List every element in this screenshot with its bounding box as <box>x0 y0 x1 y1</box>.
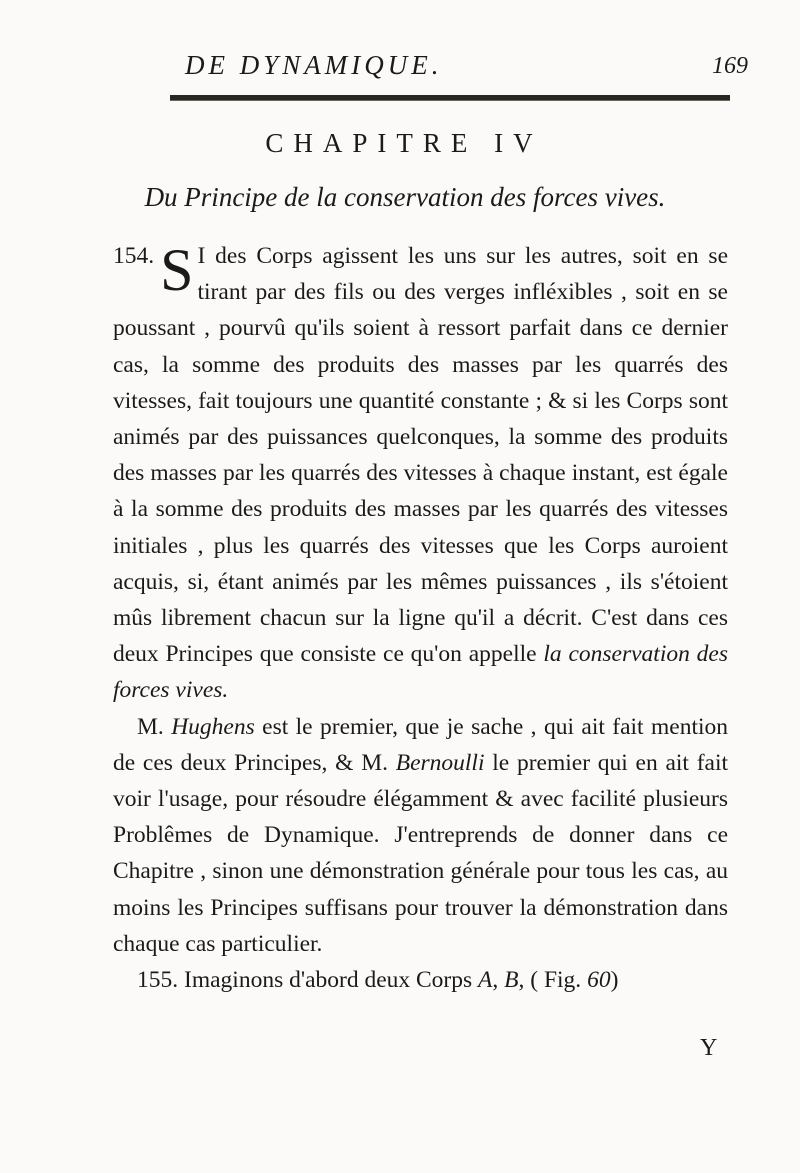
paragraph-155 <box>113 962 728 998</box>
header-rule <box>170 95 730 101</box>
separator: , <box>492 967 499 994</box>
figure-number: 60 <box>587 967 611 994</box>
running-title: DE DYNAMIQUE. <box>185 50 443 80</box>
italic-term: la conservation des forces vives. <box>113 641 728 704</box>
variable: A <box>478 967 493 994</box>
paragraph-text: ) <box>610 967 619 994</box>
running-head <box>0 50 800 90</box>
page-number: 169 <box>712 53 748 79</box>
paragraph-text: est le premier, que je sache , qui ait fait mention de ces deux Principes, & M. <box>113 713 729 776</box>
paragraph-text: Imaginons d'abord deux Corps <box>184 967 473 994</box>
chapter-subtitle: Du Principe de la conservation des forces vives. <box>144 182 666 212</box>
paragraph-text: M. <box>137 713 164 740</box>
chapter-heading: CHAPITRE IV <box>265 128 543 158</box>
person-name: Bernoulli <box>395 749 485 776</box>
paragraph-text: I des Corps agissent les uns sur les autres, soit en se tirant par des fils ou des verges infléxibles , soit en se poussant , pourvû qu'ils soient à ressort parfait dans ce dernier cas, la somme des produits des masses par les quarrés des vitesses, fait toujours une quantité constante ; & si les Corps sont animés par des puissances quelconques, la somme des produits des masses par les quarrés des vitesses à chaque instant, est égale à la somme des produits des masses par les quarrés des vitesses initiales , plus les quarrés des vitesses que les Corps auroient acquis, si, étant animés par les mêmes puissances , ils s'étoient mûs librement chacun sur la ligne qu'il a décrit. C'est dans ces deux Principes que consiste ce qu'on appelle <box>113 243 728 668</box>
paragraph-number: 155. <box>137 967 179 994</box>
paragraph-text: , ( Fig. <box>518 967 582 994</box>
paragraph-number: 154. <box>113 243 155 269</box>
person-name: Hughens <box>171 713 255 740</box>
paragraph-history <box>113 709 728 962</box>
paragraph-154 <box>113 238 728 709</box>
variable: B <box>504 967 519 994</box>
catchword: Y <box>700 1035 718 1061</box>
paragraph-text: le premier qui en ait fait voir l'usage, pour résoudre élégamment & avec facilité plusieurs Problêmes de Dynamique. J'entreprends de donner dans ce Chapitre , sinon une démonstration générale pour tous les cas, au moins les Principes suffisans pour trouver la démonstration dans chaque cas particulier. <box>113 749 729 957</box>
drop-cap: S <box>160 237 194 303</box>
body-text <box>113 238 728 998</box>
